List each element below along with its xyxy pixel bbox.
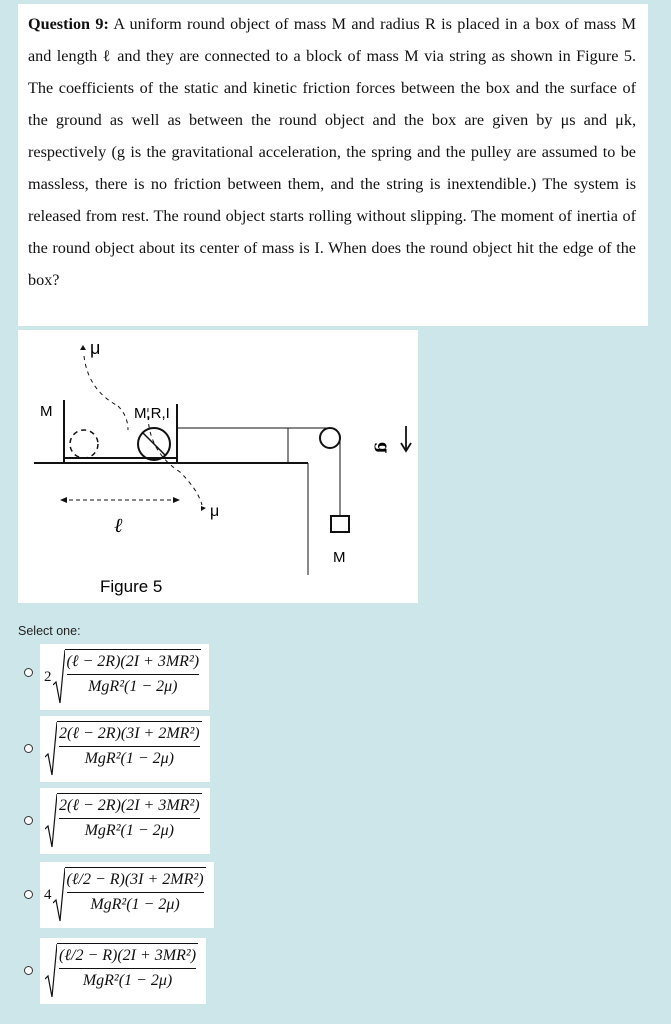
option-5-radical <box>45 943 198 999</box>
option-3-numerator: 2(ℓ − 2R)(2I + 3MR²) <box>59 797 200 814</box>
option-1-coef: 2 <box>44 668 52 685</box>
option-1-numerator: (ℓ − 2R)(2I + 3MR²) <box>66 653 200 670</box>
figure-caption: Figure 5 <box>100 577 163 596</box>
option-2-numerator: 2(ℓ − 2R)(3I + 2MR²) <box>59 725 200 742</box>
mu-arrow-top <box>80 345 86 350</box>
question-card <box>18 4 648 326</box>
option-3[interactable] <box>18 788 268 858</box>
option-5-numerator: (ℓ/2 − R)(2I + 3MR²) <box>59 947 197 964</box>
option-4-denominator: MgR²(1 − 2μ) <box>90 896 180 913</box>
gravity-label: g <box>374 442 393 454</box>
option-2-formula <box>40 716 210 782</box>
option-3-radical <box>45 793 202 849</box>
mu-bottom-label: μ <box>210 503 220 520</box>
length-arrow-right <box>173 497 180 503</box>
question-body: A uniform round object of mass M and radius R is placed in a box of mass M and length ℓ and they are connected to a block of mass M via string as shown in Figure 5. The coefficients of the static and kinetic friction forces between the box and the surface of the ground as well as between the round object and the box are given by μs and μk, respectively (g is the gravitational acceleration, the spring and the pulley are assumed to be massless, there is no friction between them, and the string is inextendible.) The system is released from rest. The round object starts rolling without slipping. The moment of inertia of the round object about its center of mass is I. When does the round object hit the edge of the box? <box>28 15 636 289</box>
option-1-denominator: MgR²(1 − 2μ) <box>88 678 178 695</box>
option-5-radio[interactable] <box>24 966 33 975</box>
hanging-block <box>331 516 349 532</box>
mu-arrow-bottom <box>201 506 206 511</box>
option-4-coef: 4 <box>44 886 52 903</box>
physics-diagram <box>18 330 418 603</box>
option-4-radio[interactable] <box>24 890 33 899</box>
option-2[interactable] <box>18 716 268 786</box>
option-4[interactable] <box>18 862 268 932</box>
figure-5 <box>18 330 418 603</box>
select-one-label: Select one: <box>18 624 81 638</box>
option-5-denominator: MgR²(1 − 2μ) <box>82 972 173 989</box>
option-1-radical <box>53 649 202 705</box>
mu-top-label: μ <box>90 338 101 358</box>
hanging-mass-label: M <box>333 549 346 566</box>
round-object-label: M,R,I <box>134 405 170 422</box>
option-4-formula <box>40 862 214 928</box>
option-2-denominator: MgR²(1 − 2μ) <box>84 750 174 767</box>
friction-path-bottom <box>148 408 202 505</box>
option-3-radio[interactable] <box>24 816 33 825</box>
option-4-numerator: (ℓ/2 − R)(3I + 2MR²) <box>66 871 204 888</box>
length-label: ℓ <box>114 513 123 537</box>
option-5-formula <box>40 938 206 1004</box>
option-4-radical <box>53 867 206 923</box>
option-3-denominator: MgR²(1 − 2μ) <box>84 822 174 839</box>
length-arrow-left <box>60 497 67 503</box>
friction-path-top <box>84 356 118 406</box>
option-2-radio[interactable] <box>24 744 33 753</box>
option-1[interactable] <box>18 640 268 710</box>
friction-path-mid <box>118 406 128 430</box>
option-3-formula <box>40 788 210 854</box>
question-label: Question 9: <box>28 15 109 33</box>
option-1-radio[interactable] <box>24 668 33 677</box>
round-object-start <box>70 430 98 458</box>
box-mass-label: M <box>40 403 53 420</box>
round-object-mark <box>142 432 166 456</box>
option-5[interactable] <box>18 938 268 1008</box>
option-2-radical <box>45 721 202 777</box>
question-text <box>28 8 636 296</box>
option-1-formula <box>40 644 209 710</box>
pulley <box>320 428 340 448</box>
